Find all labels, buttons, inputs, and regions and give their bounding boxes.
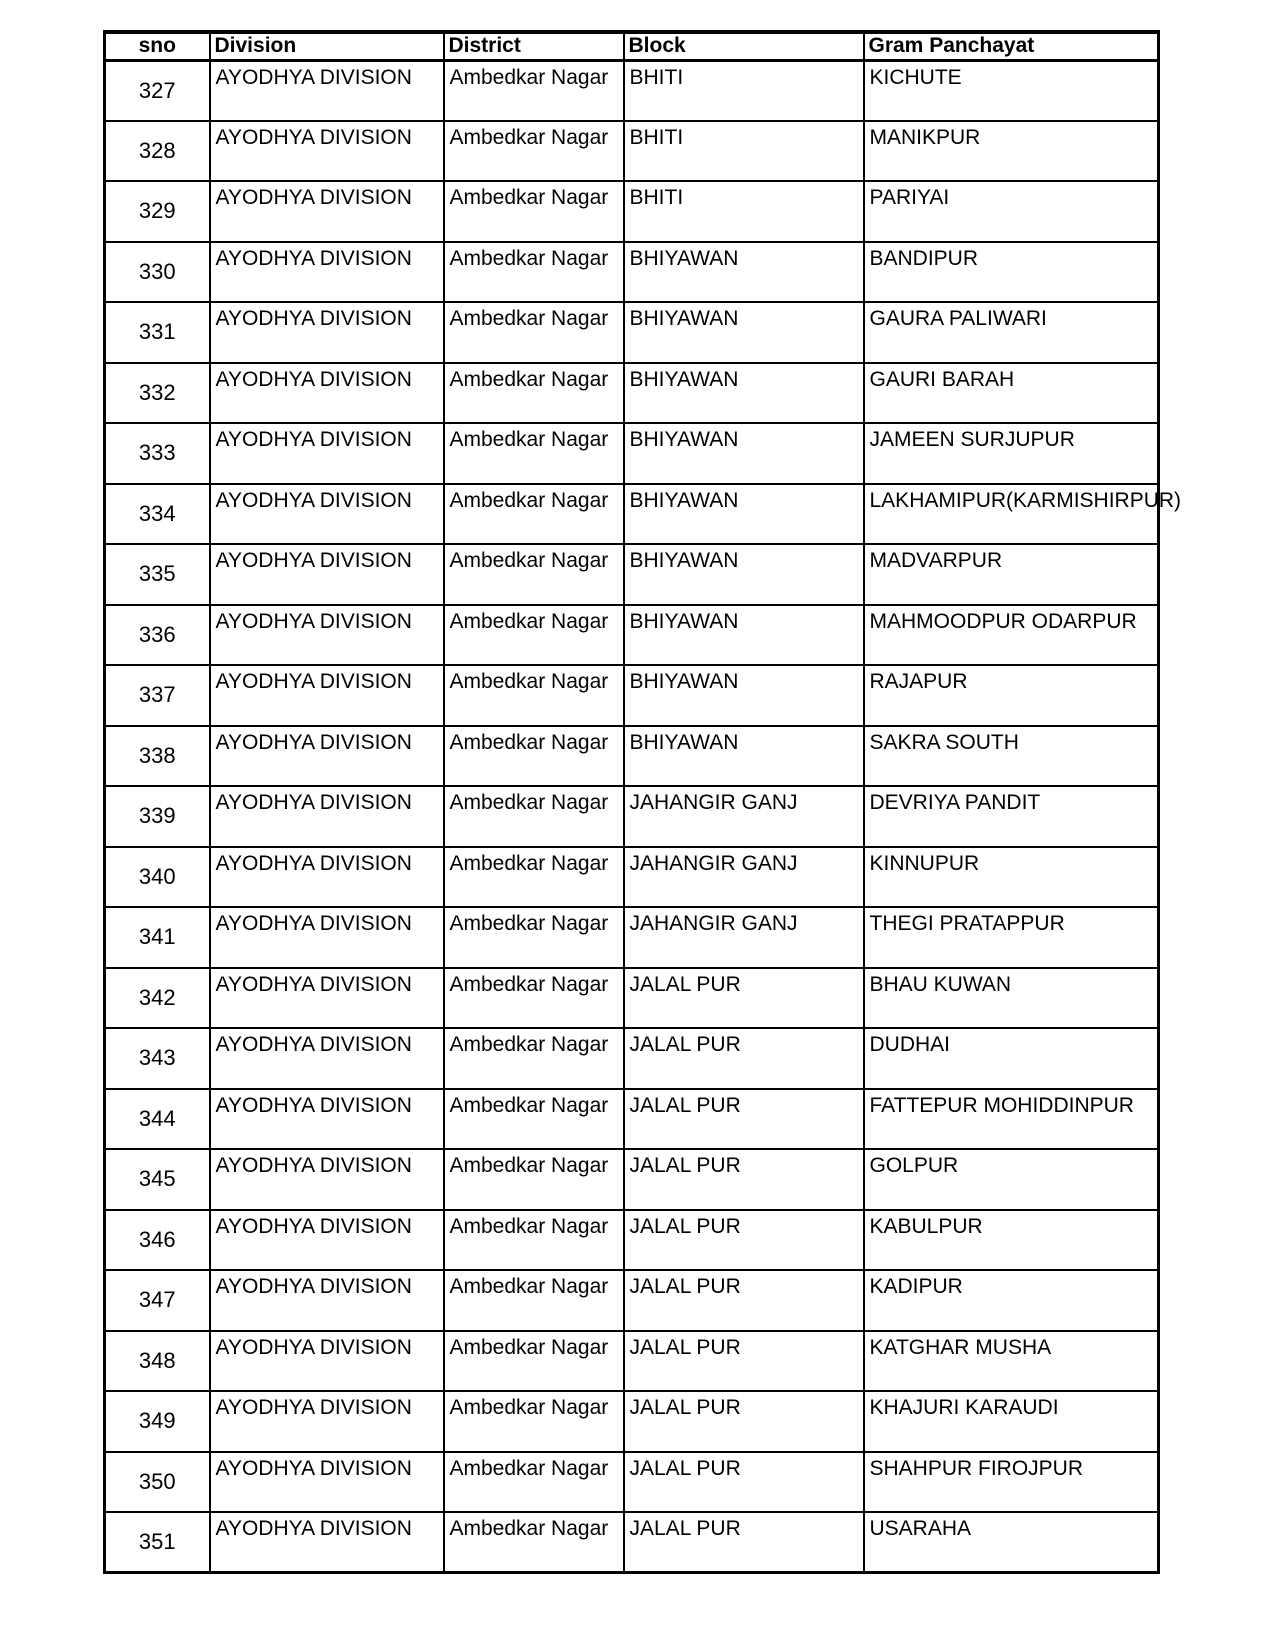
cell-gram-panchayat: KATGHAR MUSHA bbox=[864, 1331, 1159, 1392]
cell-block: BHIYAWAN bbox=[624, 544, 864, 605]
cell-district: Ambedkar Nagar bbox=[444, 544, 624, 605]
table-row bbox=[105, 1391, 1159, 1452]
cell-division: AYODHYA DIVISION bbox=[210, 1270, 444, 1331]
cell-gram-panchayat: SHAHPUR FIROJPUR bbox=[864, 1452, 1159, 1513]
table-row bbox=[105, 423, 1159, 484]
cell-division: AYODHYA DIVISION bbox=[210, 1512, 444, 1573]
cell-block: JAHANGIR GANJ bbox=[624, 786, 864, 847]
table-row bbox=[105, 786, 1159, 847]
cell-district: Ambedkar Nagar bbox=[444, 423, 624, 484]
cell-block: BHIYAWAN bbox=[624, 423, 864, 484]
cell-district: Ambedkar Nagar bbox=[444, 907, 624, 968]
cell-sno: 350 bbox=[105, 1452, 210, 1513]
table-row bbox=[105, 363, 1159, 424]
cell-block: JALAL PUR bbox=[624, 968, 864, 1029]
cell-division: AYODHYA DIVISION bbox=[210, 121, 444, 182]
cell-district: Ambedkar Nagar bbox=[444, 1210, 624, 1271]
cell-block: JALAL PUR bbox=[624, 1391, 864, 1452]
cell-block: BHITI bbox=[624, 121, 864, 182]
cell-sno: 345 bbox=[105, 1149, 210, 1210]
cell-division: AYODHYA DIVISION bbox=[210, 484, 444, 545]
table-row bbox=[105, 181, 1159, 242]
cell-sno: 346 bbox=[105, 1210, 210, 1271]
column-header-division: Division bbox=[210, 32, 444, 60]
cell-sno: 342 bbox=[105, 968, 210, 1029]
cell-division: AYODHYA DIVISION bbox=[210, 1391, 444, 1452]
cell-division: AYODHYA DIVISION bbox=[210, 181, 444, 242]
table-row bbox=[105, 484, 1159, 545]
cell-block: JALAL PUR bbox=[624, 1149, 864, 1210]
cell-district: Ambedkar Nagar bbox=[444, 847, 624, 908]
cell-block: JALAL PUR bbox=[624, 1452, 864, 1513]
cell-district: Ambedkar Nagar bbox=[444, 1028, 624, 1089]
cell-gram-panchayat: PARIYAI bbox=[864, 181, 1159, 242]
cell-division: AYODHYA DIVISION bbox=[210, 242, 444, 303]
cell-gram-panchayat: LAKHAMIPUR(KARMISHIRPUR) bbox=[864, 484, 1159, 545]
cell-sno: 330 bbox=[105, 242, 210, 303]
cell-district: Ambedkar Nagar bbox=[444, 484, 624, 545]
table-row bbox=[105, 1210, 1159, 1271]
cell-gram-panchayat: GAURA PALIWARI bbox=[864, 302, 1159, 363]
table-row bbox=[105, 302, 1159, 363]
cell-sno: 341 bbox=[105, 907, 210, 968]
table-row bbox=[105, 242, 1159, 303]
cell-gram-panchayat: GAURI BARAH bbox=[864, 363, 1159, 424]
cell-sno: 351 bbox=[105, 1512, 210, 1573]
cell-block: JALAL PUR bbox=[624, 1210, 864, 1271]
table-row bbox=[105, 1089, 1159, 1150]
cell-block: JALAL PUR bbox=[624, 1331, 864, 1392]
cell-block: BHIYAWAN bbox=[624, 302, 864, 363]
cell-gram-panchayat: DUDHAI bbox=[864, 1028, 1159, 1089]
cell-division: AYODHYA DIVISION bbox=[210, 605, 444, 666]
cell-block: JAHANGIR GANJ bbox=[624, 907, 864, 968]
cell-district: Ambedkar Nagar bbox=[444, 302, 624, 363]
cell-block: JAHANGIR GANJ bbox=[624, 847, 864, 908]
cell-gram-panchayat: JAMEEN SURJUPUR bbox=[864, 423, 1159, 484]
cell-block: BHITI bbox=[624, 60, 864, 121]
cell-district: Ambedkar Nagar bbox=[444, 605, 624, 666]
cell-block: BHITI bbox=[624, 181, 864, 242]
cell-block: BHIYAWAN bbox=[624, 605, 864, 666]
gram-panchayat-table bbox=[103, 30, 1182, 1574]
cell-gram-panchayat: SAKRA SOUTH bbox=[864, 726, 1159, 787]
cell-district: Ambedkar Nagar bbox=[444, 1452, 624, 1513]
cell-sno: 347 bbox=[105, 1270, 210, 1331]
cell-block: BHIYAWAN bbox=[624, 665, 864, 726]
cell-block: BHIYAWAN bbox=[624, 242, 864, 303]
cell-division: AYODHYA DIVISION bbox=[210, 847, 444, 908]
cell-sno: 336 bbox=[105, 605, 210, 666]
cell-gram-panchayat: GOLPUR bbox=[864, 1149, 1159, 1210]
cell-block: JALAL PUR bbox=[624, 1512, 864, 1573]
cell-gram-panchayat: KADIPUR bbox=[864, 1270, 1159, 1331]
cell-block: BHIYAWAN bbox=[624, 726, 864, 787]
cell-gram-panchayat: MANIKPUR bbox=[864, 121, 1159, 182]
cell-sno: 329 bbox=[105, 181, 210, 242]
cell-gram-panchayat: KINNUPUR bbox=[864, 847, 1159, 908]
cell-block: BHIYAWAN bbox=[624, 363, 864, 424]
cell-division: AYODHYA DIVISION bbox=[210, 1089, 444, 1150]
cell-sno: 338 bbox=[105, 726, 210, 787]
cell-sno: 331 bbox=[105, 302, 210, 363]
cell-division: AYODHYA DIVISION bbox=[210, 1028, 444, 1089]
cell-gram-panchayat: KHAJURI KARAUDI bbox=[864, 1391, 1159, 1452]
table-row bbox=[105, 605, 1159, 666]
cell-sno: 339 bbox=[105, 786, 210, 847]
cell-division: AYODHYA DIVISION bbox=[210, 726, 444, 787]
cell-sno: 327 bbox=[105, 60, 210, 121]
cell-division: AYODHYA DIVISION bbox=[210, 907, 444, 968]
column-header-block: Block bbox=[624, 32, 864, 60]
table-row bbox=[105, 726, 1159, 787]
table-row bbox=[105, 60, 1159, 121]
cell-district: Ambedkar Nagar bbox=[444, 1270, 624, 1331]
cell-district: Ambedkar Nagar bbox=[444, 1149, 624, 1210]
table-row bbox=[105, 121, 1159, 182]
cell-sno: 333 bbox=[105, 423, 210, 484]
cell-division: AYODHYA DIVISION bbox=[210, 60, 444, 121]
cell-gram-panchayat: THEGI PRATAPPUR bbox=[864, 907, 1159, 968]
cell-division: AYODHYA DIVISION bbox=[210, 423, 444, 484]
cell-district: Ambedkar Nagar bbox=[444, 363, 624, 424]
cell-block: JALAL PUR bbox=[624, 1028, 864, 1089]
cell-division: AYODHYA DIVISION bbox=[210, 1452, 444, 1513]
table-row bbox=[105, 1028, 1159, 1089]
cell-sno: 343 bbox=[105, 1028, 210, 1089]
cell-district: Ambedkar Nagar bbox=[444, 1512, 624, 1573]
cell-gram-panchayat: USARAHA bbox=[864, 1512, 1159, 1573]
cell-gram-panchayat: DEVRIYA PANDIT bbox=[864, 786, 1159, 847]
cell-gram-panchayat: BANDIPUR bbox=[864, 242, 1159, 303]
table-row bbox=[105, 1452, 1159, 1513]
cell-gram-panchayat: KICHUTE bbox=[864, 60, 1159, 121]
cell-division: AYODHYA DIVISION bbox=[210, 544, 444, 605]
cell-division: AYODHYA DIVISION bbox=[210, 786, 444, 847]
cell-block: JALAL PUR bbox=[624, 1089, 864, 1150]
table-row bbox=[105, 847, 1159, 908]
cell-district: Ambedkar Nagar bbox=[444, 665, 624, 726]
cell-gram-panchayat: KABULPUR bbox=[864, 1210, 1159, 1271]
table-header-row bbox=[105, 32, 1159, 60]
cell-block: JALAL PUR bbox=[624, 1270, 864, 1331]
column-header-district: District bbox=[444, 32, 624, 60]
cell-district: Ambedkar Nagar bbox=[444, 1331, 624, 1392]
cell-district: Ambedkar Nagar bbox=[444, 786, 624, 847]
table-row bbox=[105, 1270, 1159, 1331]
table-row bbox=[105, 544, 1159, 605]
cell-district: Ambedkar Nagar bbox=[444, 726, 624, 787]
cell-division: AYODHYA DIVISION bbox=[210, 1331, 444, 1392]
cell-district: Ambedkar Nagar bbox=[444, 968, 624, 1029]
cell-division: AYODHYA DIVISION bbox=[210, 665, 444, 726]
cell-sno: 349 bbox=[105, 1391, 210, 1452]
cell-district: Ambedkar Nagar bbox=[444, 1391, 624, 1452]
cell-sno: 334 bbox=[105, 484, 210, 545]
cell-district: Ambedkar Nagar bbox=[444, 1089, 624, 1150]
cell-division: AYODHYA DIVISION bbox=[210, 1149, 444, 1210]
cell-district: Ambedkar Nagar bbox=[444, 121, 624, 182]
table-row bbox=[105, 907, 1159, 968]
cell-gram-panchayat: FATTEPUR MOHIDDINPUR bbox=[864, 1089, 1159, 1150]
cell-division: AYODHYA DIVISION bbox=[210, 302, 444, 363]
cell-sno: 335 bbox=[105, 544, 210, 605]
cell-gram-panchayat: BHAU KUWAN bbox=[864, 968, 1159, 1029]
table-row bbox=[105, 968, 1159, 1029]
cell-gram-panchayat: MAHMOODPUR ODARPUR bbox=[864, 605, 1159, 666]
cell-sno: 344 bbox=[105, 1089, 210, 1150]
cell-division: AYODHYA DIVISION bbox=[210, 1210, 444, 1271]
cell-gram-panchayat: RAJAPUR bbox=[864, 665, 1159, 726]
cell-block: BHIYAWAN bbox=[624, 484, 864, 545]
cell-division: AYODHYA DIVISION bbox=[210, 363, 444, 424]
cell-district: Ambedkar Nagar bbox=[444, 242, 624, 303]
column-header-sno: sno bbox=[105, 32, 210, 60]
cell-district: Ambedkar Nagar bbox=[444, 181, 624, 242]
table-row bbox=[105, 1512, 1159, 1573]
table-row bbox=[105, 1149, 1159, 1210]
cell-sno: 332 bbox=[105, 363, 210, 424]
cell-sno: 340 bbox=[105, 847, 210, 908]
cell-district: Ambedkar Nagar bbox=[444, 60, 624, 121]
cell-sno: 348 bbox=[105, 1331, 210, 1392]
table-row bbox=[105, 665, 1159, 726]
cell-sno: 337 bbox=[105, 665, 210, 726]
cell-sno: 328 bbox=[105, 121, 210, 182]
cell-division: AYODHYA DIVISION bbox=[210, 968, 444, 1029]
cell-gram-panchayat: MADVARPUR bbox=[864, 544, 1159, 605]
table-row bbox=[105, 1331, 1159, 1392]
column-header-gram-panchayat: Gram Panchayat bbox=[864, 32, 1159, 60]
